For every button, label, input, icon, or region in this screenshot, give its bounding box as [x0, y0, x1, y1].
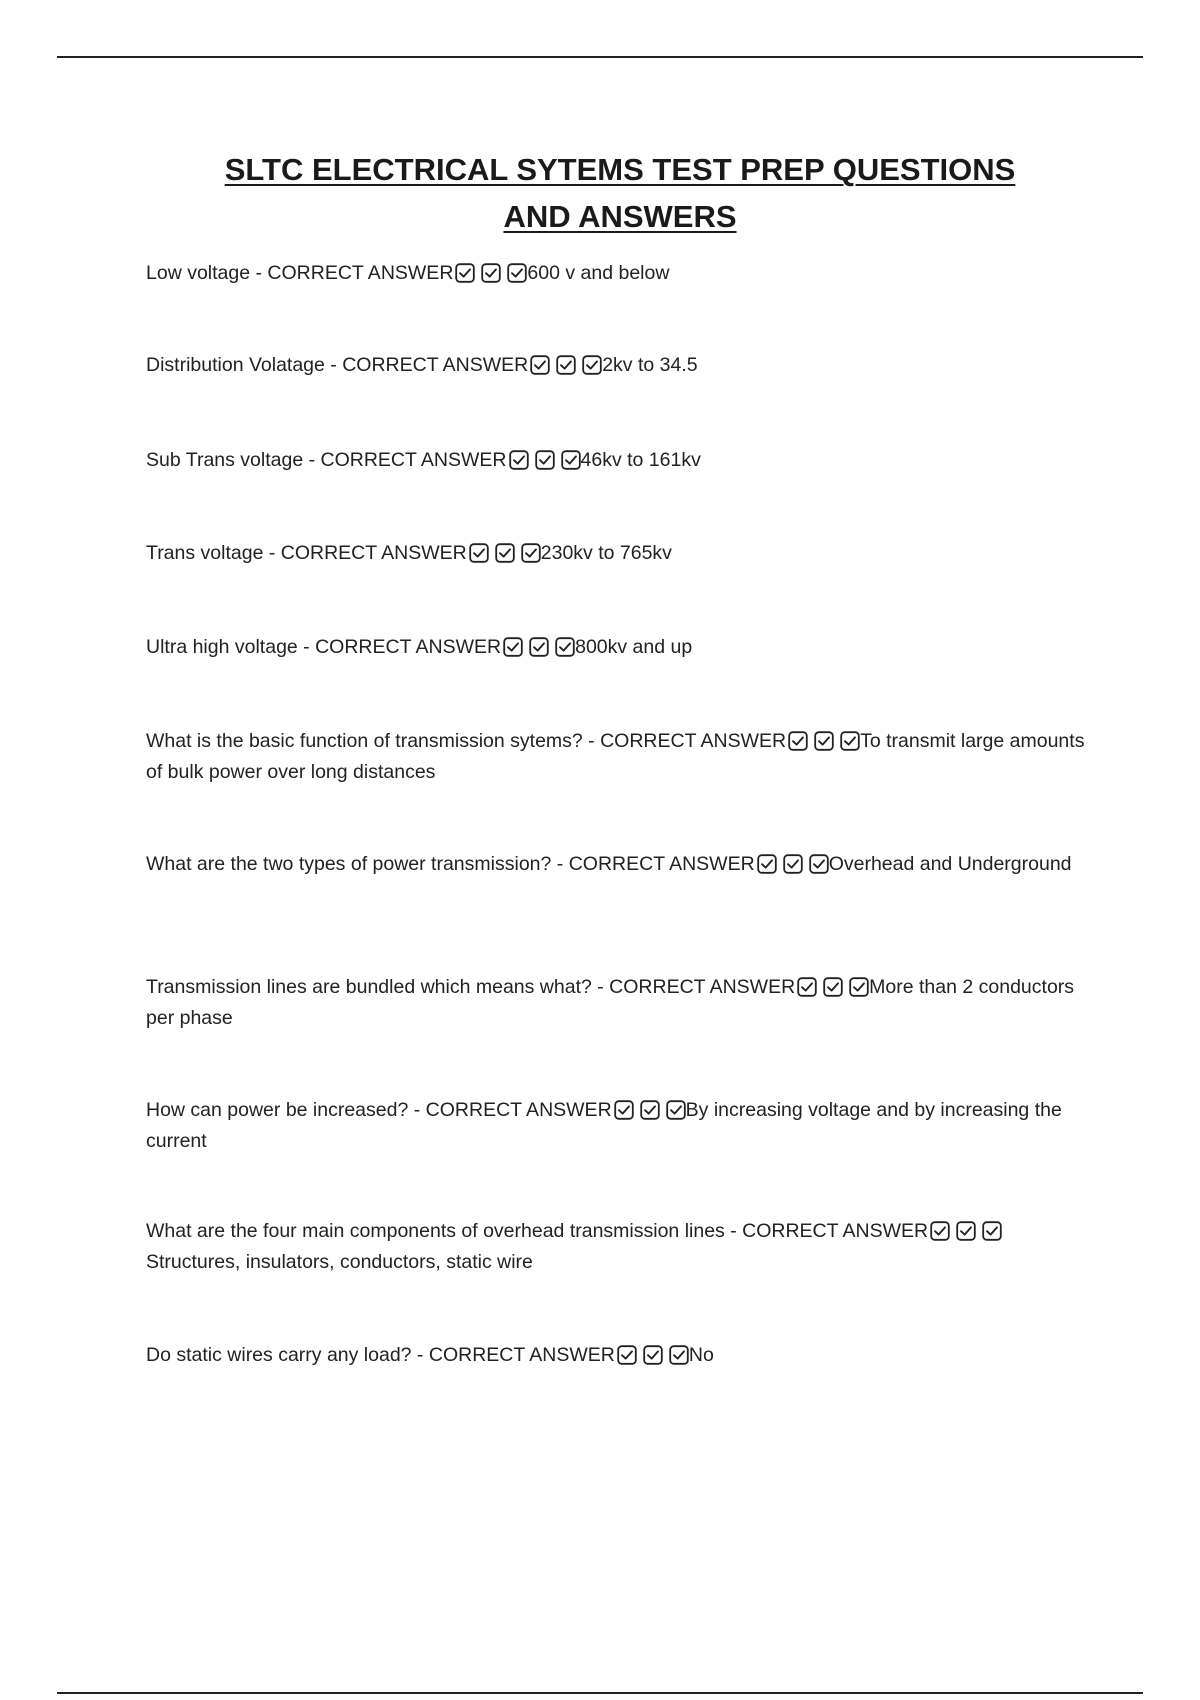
question-text: What are the two types of power transmission? - [146, 853, 569, 875]
answer-text: 800kv and up [575, 636, 693, 658]
answer-text: To transmit large amounts of bulk power over long distances [146, 730, 1085, 783]
checkbox-checked-icon [481, 263, 501, 283]
correct-answer-label: CORRECT ANSWER [428, 1344, 615, 1366]
checkbox-checked-icon [561, 450, 581, 470]
checkbox-checked-icon [666, 1100, 686, 1120]
checkbox-checked-icon [783, 854, 803, 874]
question-text: Transmission lines are bundled which means what? - [146, 976, 610, 998]
correct-answer-label: CORRECT ANSWER [609, 976, 796, 998]
correct-answer-label: CORRECT ANSWER [315, 636, 502, 658]
answer-text: No [688, 1344, 714, 1366]
qa-item [146, 726, 1096, 788]
question-text: What is the basic function of transmission sytems? - [146, 730, 601, 752]
correct-answer-label: CORRECT ANSWER [742, 1220, 929, 1242]
checkbox-checked-icon [840, 731, 860, 751]
checkbox-checked-icon [507, 263, 527, 283]
checkbox-checked-icon [788, 731, 808, 751]
question-text: Low voltage - [146, 262, 268, 284]
checkbox-checked-icon [503, 637, 523, 657]
checkbox-checked-icon [617, 1345, 637, 1365]
answer-text: 2kv to 34.5 [602, 354, 698, 376]
checkbox-checked-icon [530, 355, 550, 375]
checkbox-checked-icon [555, 637, 575, 657]
correct-answer-label: CORRECT ANSWER [267, 262, 454, 284]
qa-item [146, 849, 1096, 880]
checkbox-checked-icon [669, 1345, 689, 1365]
correct-answer-label: CORRECT ANSWER [600, 730, 787, 752]
correct-answer-label: CORRECT ANSWER [280, 542, 467, 564]
answer-text: 600 v and below [527, 262, 670, 284]
qa-item [146, 1216, 1096, 1278]
correct-answer-label: CORRECT ANSWER [320, 449, 507, 471]
checkbox-checked-icon [455, 263, 475, 283]
checkbox-checked-icon [521, 543, 541, 563]
checkbox-checked-icon [509, 450, 529, 470]
correct-answer-label: CORRECT ANSWER [425, 1099, 612, 1121]
bottom-rule [57, 1692, 1143, 1694]
qa-item [146, 1095, 1096, 1157]
question-text: How can power be increased? - [146, 1099, 426, 1121]
question-text: Do static wires carry any load? - [146, 1344, 429, 1366]
checkbox-checked-icon [614, 1100, 634, 1120]
checkbox-checked-icon [643, 1345, 663, 1365]
checkbox-checked-icon [823, 977, 843, 997]
qa-item [146, 1340, 1096, 1371]
qa-item [146, 538, 1096, 569]
checkbox-checked-icon [535, 450, 555, 470]
qa-item [146, 350, 1096, 381]
answer-text: Overhead and Underground [828, 853, 1072, 875]
checkbox-checked-icon [582, 355, 602, 375]
checkbox-checked-icon [797, 977, 817, 997]
checkbox-checked-icon [930, 1221, 950, 1241]
checkbox-checked-icon [809, 854, 829, 874]
checkbox-checked-icon [849, 977, 869, 997]
checkbox-checked-icon [469, 543, 489, 563]
checkbox-checked-icon [529, 637, 549, 657]
checkbox-checked-icon [556, 355, 576, 375]
qa-item [146, 445, 1096, 476]
question-text: Ultra high voltage - [146, 636, 316, 658]
checkbox-checked-icon [640, 1100, 660, 1120]
qa-item [146, 258, 1096, 289]
answer-text: 230kv to 765kv [540, 542, 672, 564]
question-text: Distribution Volatage - [146, 354, 343, 376]
correct-answer-label: CORRECT ANSWER [568, 853, 755, 875]
question-text: Sub Trans voltage - [146, 449, 321, 471]
top-rule [57, 56, 1143, 58]
checkbox-checked-icon [982, 1221, 1002, 1241]
qa-item [146, 632, 1096, 663]
qa-item [146, 972, 1096, 1034]
correct-answer-label: CORRECT ANSWER [342, 354, 529, 376]
checkbox-checked-icon [757, 854, 777, 874]
document-title: SLTC ELECTRICAL SYTEMS TEST PREP QUESTIONS AND ANSWERS [224, 152, 1016, 234]
question-text: Trans voltage - [146, 542, 281, 564]
checkbox-checked-icon [956, 1221, 976, 1241]
answer-text: Structures, insulators, conductors, static wire [146, 1251, 533, 1273]
checkbox-checked-icon [495, 543, 515, 563]
checkbox-checked-icon [814, 731, 834, 751]
answer-text: 46kv to 161kv [580, 449, 701, 471]
answer-text: More than 2 conductors per phase [146, 976, 1075, 1029]
question-text: What are the four main components of overhead transmission lines - [146, 1220, 743, 1242]
answer-text: By increasing voltage and by increasing the current [146, 1099, 1062, 1152]
